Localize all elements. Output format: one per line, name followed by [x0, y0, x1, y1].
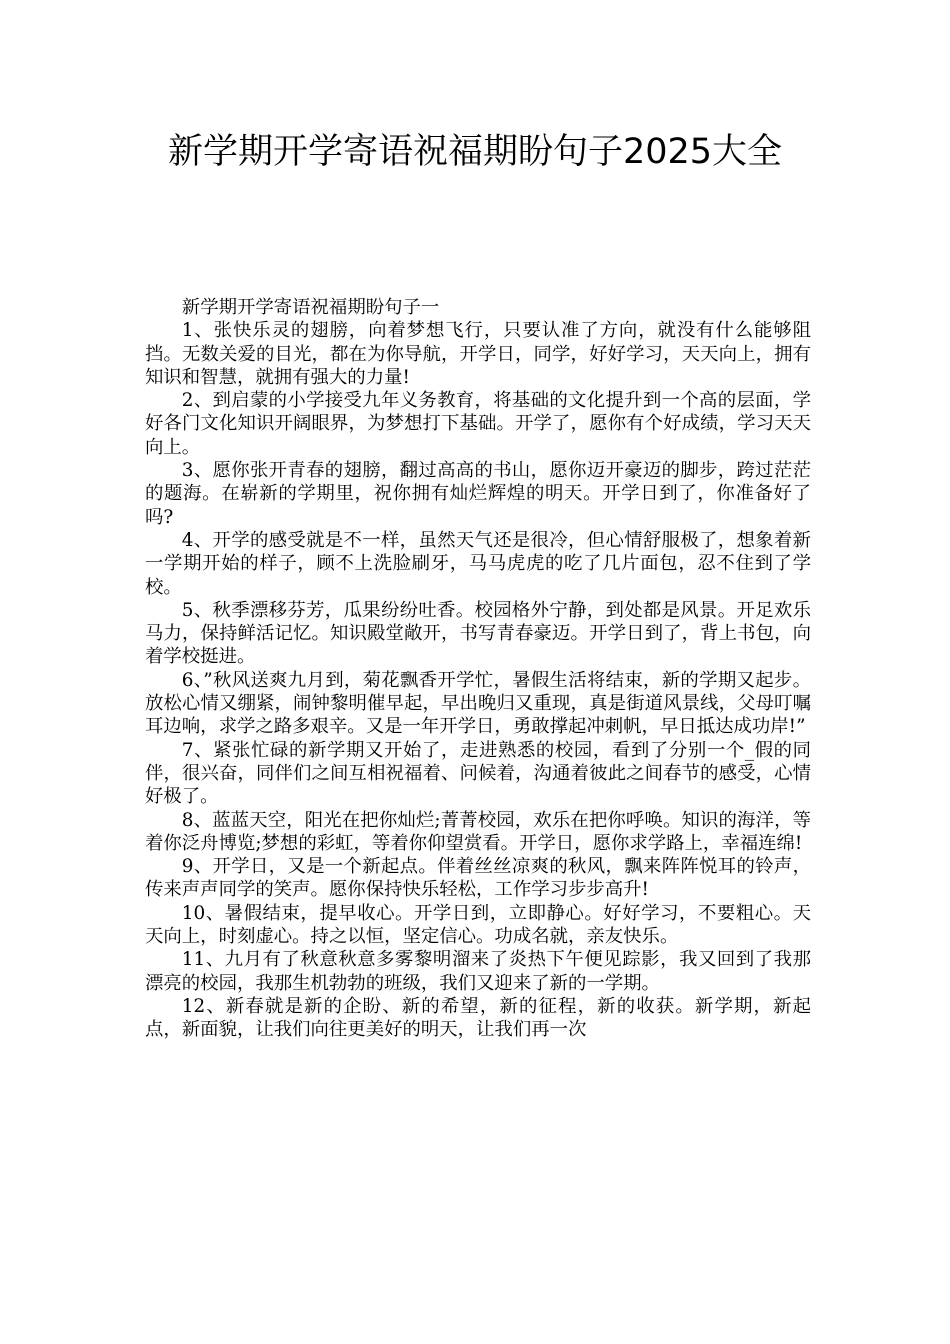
paragraph-6: 6、”秋风送爽九月到，菊花飘香开学忙，暑假生活将结束，新的学期又起步。放松心情又绷紧，闹钟黎明催早起，早出晚归又重现，真是街道风景线，父母叮嘱耳边响，求学之路多艰辛。又是一年开学日，勇敢撑起冲刺帆，早日抵达成功岸!” — [145, 669, 811, 738]
document-body — [145, 296, 811, 1042]
paragraph-3: 3、愿你张开青春的翅膀，翻过高高的书山，愿你迈开豪迈的脚步，跨过茫茫的题海。在崭新的学期里，祝你拥有灿烂辉煌的明天。开学日到了，你准备好了吗? — [145, 460, 811, 528]
section-heading: 新学期开学寄语祝福期盼句子一 — [181, 297, 440, 318]
paragraph-12: 12、新春就是新的企盼、新的希望，新的征程，新的收获。新学期，新起点，新面貌，让我们向往更美好的明天，让我们再一次 — [145, 995, 811, 1041]
document-title: 新学期开学寄语祝福期盼句子2025大全 — [167, 132, 783, 172]
paragraph-1: 1、张快乐灵的翅膀，向着梦想飞行，只要认准了方向，就没有什么能够阻挡。无数关爱的目光，都在为你导航，开学日，同学，好好学习，天天向上，拥有知识和智慧，就拥有强大的力量! — [145, 320, 811, 388]
paragraph-10: 10、暑假结束，提早收心。开学日到，立即静心。好好学习，不要粗心。天天向上，时刻虚心。持之以恒，坚定信心。功成名就，亲友快乐。 — [145, 902, 811, 948]
paragraph-7: 7、紧张忙碌的新学期又开始了，走进熟悉的校园，看到了分别一个_假的同伴，很兴奋，同伴们之间互相祝福着、问候着，沟通着彼此之间春节的感受，心情好极了。 — [145, 739, 811, 808]
paragraph-4: 4、开学的感受就是不一样，虽然天气还是很冷，但心情舒服极了，想象着新一学期开始的样子，顾不上洗脸刷牙，马马虎虎的吃了几片面包，忍不住到了学校。 — [145, 529, 811, 598]
paragraph-8: 8、蓝蓝天空，阳光在把你灿烂;菁菁校园，欢乐在把你呼唤。知识的海洋，等着你泛舟博览;梦想的彩虹，等着你仰望赏看。开学日，愿你求学路上，幸福连绵! — [145, 809, 811, 854]
paragraph-2: 2、到启蒙的小学接受九年义务教育，将基础的文化提升到一个高的层面，学好各门文化知识开阔眼界，为梦想打下基础。开学了，愿你有个好成绩，学习天天向上。 — [145, 390, 811, 458]
paragraph-11: 11、九月有了秋意秋意多雾黎明溜来了炎热下午便见踪影，我又回到了我那漂亮的校园，我那生机勃勃的班级，我们又迎来了新的一学期。 — [145, 949, 811, 994]
paragraph-9: 9、开学日，又是一个新起点。伴着丝丝凉爽的秋风，飘来阵阵悦耳的铃声，传来声声同学的笑声。愿你保持快乐轻松，工作学习步步高升! — [145, 856, 811, 901]
paragraph-5: 5、秋季漂移芬芳，瓜果纷纷吐香。校园格外宁静，到处都是风景。开足欢乐马力，保持鲜活记忆。知识殿堂敞开，书写青春豪迈。开学日到了，背上书包，向着学校挺进。 — [145, 599, 811, 668]
